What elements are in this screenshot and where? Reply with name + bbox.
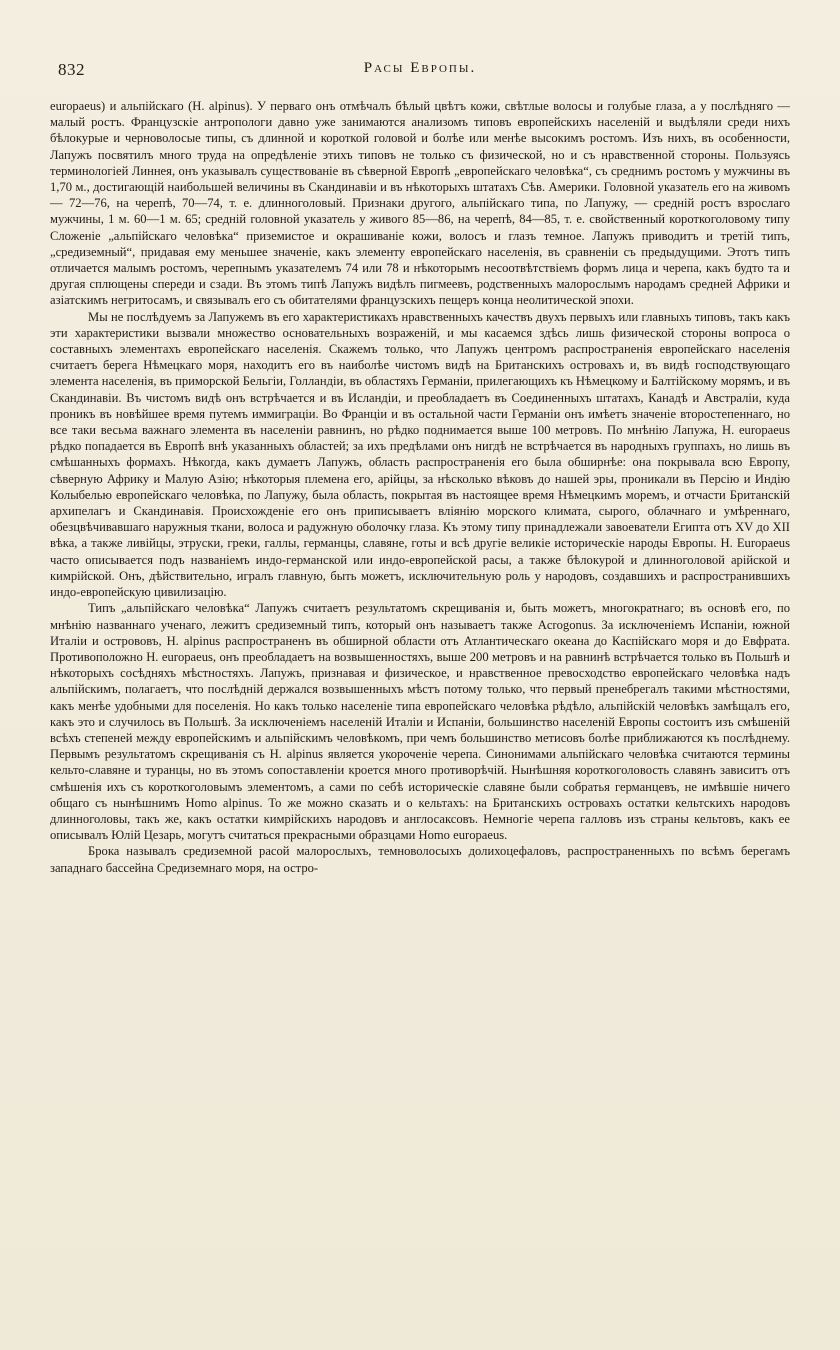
paragraph-2: Мы не послѣдуемъ за Лапужемъ въ его характеристикахъ нравственныхъ качествъ двухъ первыхъ или главныхъ типовъ, такъ какъ эти характеристики вызвали множество основательныхъ возраженій, и мы касаемся здѣсь лишь физической стороны вопроса о составныхъ элементахъ европейскаго населенія. Скажемъ только, что Лапужъ центромъ распространенія европейскаго населенія считаетъ берега Нѣмецкаго моря, находитъ его въ наиболѣе чистомъ видѣ на Британскихъ островахъ и, въ видѣ господствующаго элемента населенія, въ приморской Бельгіи, Голландіи, въ областяхъ Германіи, прилегающихъ къ Нѣмецкому и Балтійскому морямъ, и въ Скандинавіи. Въ чистомъ видѣ онъ встрѣчается и въ Исландіи, и преобладаетъ въ Соединенныхъ штатахъ, Канадѣ и Австраліи, куда проникъ въ новѣйшее время путемъ иммиграціи. Во Франціи и въ остальной части Германіи онъ имѣетъ значеніе второстепеннаго, но все таки весьма важнаго элемента въ населеніи равнинъ, но рѣдко поднимается выше 100 метровъ. По мнѣнію Лапужа, H. europaeus рѣдко попадается въ Европѣ внѣ указанныхъ областей; за ихъ предѣлами онъ нигдѣ не встрѣчается въ народныхъ группахъ, но лишь въ смѣшанныхъ формахъ. Нѣкогда, какъ думаетъ Лапужъ, область распространенія его была обширнѣе: она покрывала всю Европу, сѣверную Африку и Малую Азію; нѣкоторыя племена его, арійцы, за нѣсколько вѣковъ до нашей эры, проникали въ Персію и Индію Колыбелью европейскаго человѣка, по Лапужу, была область, покрытая въ настоящее время Нѣмецкимъ моремъ, и отчасти Британскій архипелагъ и Скандинавія. Происхожденіе его онъ приписываетъ вліянію морского климата, сырого, облачнаго и умѣреннаго, обезцвѣчивавшаго наружныя ткани, волоса и радужную оболочку глаза. Къ этому типу принадлежали завоеватели Египта отъ XV до XII вѣка, а также ливійцы, этруски, греки, галлы, германцы, славяне, готы и всѣ другіе великіе историческіе народы Европы. H. Europaeus часто описывается подъ названіемъ индо-германской или индо-европейской расы, а также бѣлокурой и длинноголовой арійской и кимрійской. Онъ, дѣйствительно, игралъ главную, быть можетъ, исключительную роль у народовъ, создавшихъ и распространившихъ индо-европейскую цивилизацію.: [50, 309, 790, 600]
paragraph-1: europaeus) и альпійскаго (H. alpinus). У перваго онъ отмѣчалъ бѣлый цвѣтъ кожи, свѣтлые волосы и голубые глаза, а у послѣдняго — малый ростъ. Французскіе антропологи давно уже занимаются анализомъ типовъ европейскихъ населеній и выдѣляли среди нихъ бѣлокурые и черноволосые типы, съ длинной и короткой головой и болѣе или менѣе высокимъ ростомъ. Изъ нихъ, въ особенности, Лапужъ посвятилъ много труда на опредѣленіе этихъ типовъ не только съ физической, но и съ нравственной стороны. Пользуясь терминологіей Линнея, онъ указывалъ существованіе въ сѣверной Европѣ „европейскаго человѣка“, съ среднимъ ростомъ у мужчины въ 1,70 м., достигающій наибольшей величины въ Скандинавіи и въ нѣкоторыхъ штатахъ Сѣв. Америки. Головной указатель его на живомъ — 72—76, на черепѣ, 70—74, т. е. длинноголовый. Признаки другого, альпійскаго типа, по Лапужу, — средній ростъ взрослаго мужчины, 1 м. 60—1 м. 65; средній головной указатель у живого 85—86, на черепѣ, 84—85, т. е. свойственный короткоголовому типу Сложеніе „альпійскаго человѣка“ приземистое и окрашиваніе кожи, волосъ и глазъ темное. Лапужъ приводитъ и третій типъ, „средиземный“, придавая ему меньшее значеніе, какъ элементу европейскаго населенія, въ сравненіи съ предыдущими. Этотъ типъ отличается малымъ ростомъ, черепнымъ указателемъ 74 или 78 и нѣкоторымъ несоотвѣтствіемъ формъ лица и черепа, какъ будто та и другая сплющены спереди и сзади. Въ этомъ типѣ Лапужъ видѣлъ пигмеевъ, родственныхъ малорослымъ народамъ средней Африки и азіатскимъ негритосамъ, и связывалъ его съ обитателями французскихъ пещеръ конца неолитической эпохи.: [50, 99, 790, 308]
page-number: 832: [58, 60, 85, 79]
page-header: [58, 60, 782, 84]
running-title: Расы Европы.: [363, 60, 477, 76]
paragraph-3: Типъ „альпійскаго человѣка“ Лапужъ считаетъ результатомъ скрещиванія и, быть можетъ, многократнаго; въ основѣ его, по мнѣнію названнаго ученаго, лежитъ средиземный типъ, который онъ называетъ также Acrogonus. За исключеніемъ Испаніи, южной Италіи и острововъ, H. alpinus распространенъ въ обширной области отъ Атлантическаго океана до Каспійскаго моря и до Евфрата. Противоположно H. europaeus, онъ преобладаетъ на возвышенностяхъ, выше 200 метровъ и на равнинѣ встрѣчается только въ Польшѣ и нѣкоторыхъ сосѣдняхъ мѣстностяхъ. Лапужъ, признавая и физическое, и нравственное превосходство европейскаго человѣка надъ альпійскимъ, полагаетъ, что послѣдній держался возвышенныхъ мѣстъ потому только, что первый пренебрегалъ такими мѣстностями, какъ менѣе удобными для поселенія. Но какъ только населеніе типа европейскаго человѣка рѣдѣло, альпійскій человѣкъ замѣщалъ его, какъ это и случилось въ Польшѣ. За исключеніемъ населеній Италіи и Испаніи, большинство населеній Европы состоитъ изъ смѣшеній всѣхъ степеней между европейскимъ и альпійскимъ человѣкомъ, при чемъ большинство метисовъ болѣе приближаются къ послѣднему. Первымъ результатомъ скрещиванія съ H. alpinus является укороченіе черепа. Синонимами альпійскаго человѣка считаются термины кельто-славяне и туранцы, но въ этомъ сопоставленіи кроется много противорѣчій. Нынѣшняя короткоголовость славянъ зависитъ отъ смѣшенія ихъ съ короткоголовымъ элементомъ, а сами по себѣ историческіе славяне были собратья германцевъ, не имѣвшіе ничего общаго съ нынѣшнимъ Homo alpinus. То же можно сказать и о кельтахъ: на Британскихъ островахъ остатки кельтскихъ народовъ длинноголовы, такъ же, какъ остатки кимрійскихъ народовъ и англосаксовъ. Немногіе черепа галловъ изъ страны кельтовъ, какъ ее описывалъ Юлій Цезарь, могутъ считаться прекрасными образцами Homo europaeus.: [50, 601, 790, 843]
paragraph-4: Брока называлъ средиземной расой малорослыхъ, темноволосыхъ долихоцефаловъ, распространенныхъ по всѣмъ берегамъ западнаго бассейна Средиземнаго моря, на остро-: [50, 844, 790, 875]
body-text: [50, 98, 790, 876]
